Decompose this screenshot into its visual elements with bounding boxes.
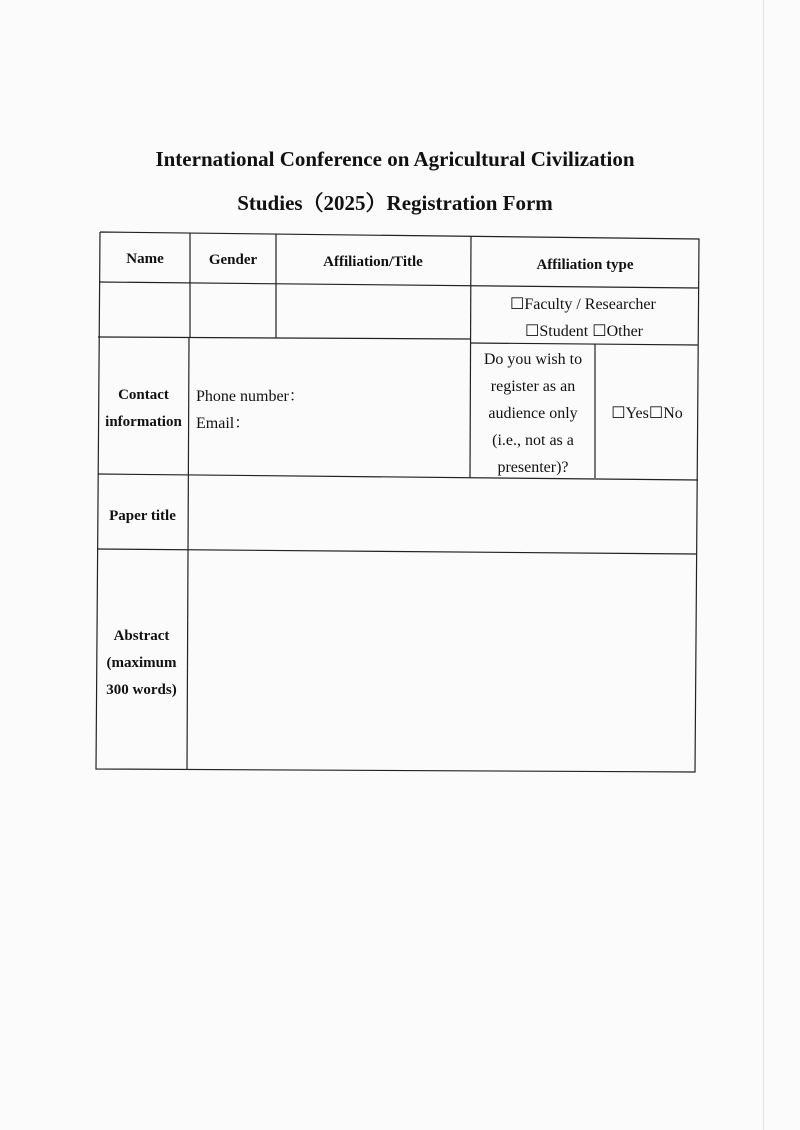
header-gender: Gender	[208, 252, 258, 268]
name-field[interactable]	[101, 286, 189, 336]
audience-yes-no-checkboxes[interactable]: ☐Yes☐No	[611, 405, 683, 422]
audience-question-line-1: Do you wish to	[483, 351, 583, 368]
contact-label-line-1: Contact	[118, 387, 169, 403]
abstract-field[interactable]	[189, 556, 694, 768]
header-affiliation-title: Affiliation/Title	[323, 254, 423, 270]
affiliation-option-student-other[interactable]: ☐Student ☐Other	[525, 323, 644, 340]
affiliation-option-faculty[interactable]: ☐Faculty / Researcher	[510, 296, 656, 313]
abstract-label-line-2: (maximum	[106, 655, 177, 671]
header-affiliation-type: Affiliation type	[536, 257, 634, 273]
phone-number-field[interactable]: Phone number：	[196, 388, 305, 405]
paper-title-label: Paper title	[109, 508, 176, 524]
gender-field[interactable]	[191, 286, 275, 336]
form-title-line-2: Studies（2025）Registration Form	[237, 191, 553, 215]
affiliation-title-field[interactable]	[277, 287, 469, 337]
email-field[interactable]: Email：	[196, 415, 251, 432]
audience-question-line-3: audience only	[488, 405, 578, 422]
form-title-line-1: International Conference on Agricultural Civilization	[155, 147, 635, 171]
audience-question-line-2: register as an	[490, 378, 576, 395]
audience-question-line-4: (i.e., not as a	[492, 432, 574, 449]
abstract-label-line-3: 300 words)	[106, 682, 177, 698]
paper-title-field[interactable]	[190, 482, 695, 550]
abstract-label-line-1: Abstract	[113, 628, 170, 644]
audience-question-line-5: presenter)?	[497, 459, 569, 476]
header-name: Name	[126, 251, 164, 267]
contact-label-line-2: information	[105, 414, 182, 430]
row-line-name	[98, 337, 470, 339]
